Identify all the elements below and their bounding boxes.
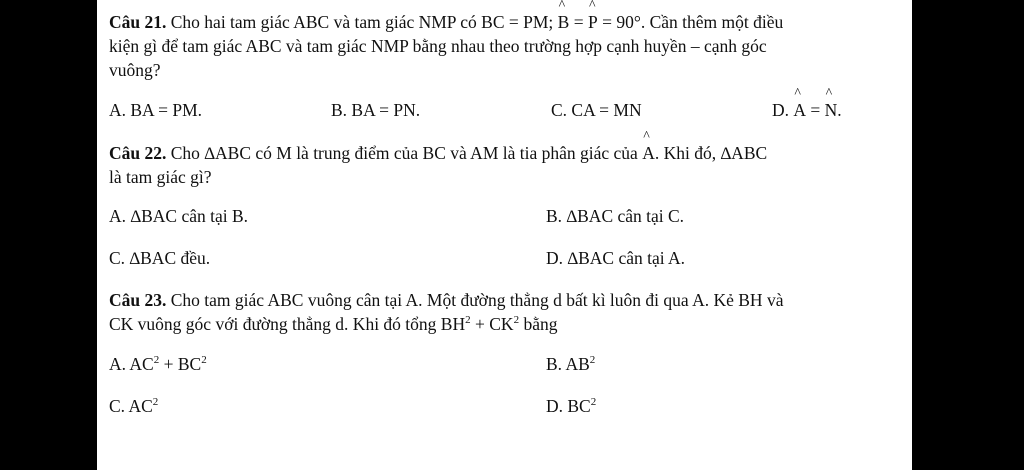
q23-option-b-text: B. AB — [546, 354, 590, 374]
q21-options — [109, 98, 904, 122]
q21-option-d-suffix: . — [837, 100, 842, 120]
q21-option-d — [772, 98, 842, 122]
q23-option-a-1: A. AC — [109, 354, 154, 374]
q22-option-a: A. ∆BAC cân tại B. — [109, 206, 249, 226]
q23-options-row1 — [109, 352, 904, 376]
q23-option-a-2: + BC — [159, 354, 202, 374]
q22-options-row2 — [109, 246, 904, 270]
q21-line3: vuông? — [109, 60, 161, 80]
angle-p: ^ P — [588, 10, 598, 34]
q23-option-a — [109, 352, 207, 376]
q22-option-c: C. ∆BAC đều. — [109, 248, 211, 268]
q21-option-d-prefix: D. — [772, 100, 794, 120]
q22-line2: là tam giác gì? — [109, 167, 212, 187]
q21-option-d-eq: = — [806, 100, 825, 120]
question-23 — [109, 288, 904, 336]
q21-text-end: = 90°. Cần thêm một điều — [597, 12, 784, 32]
angle-n: ^ N — [825, 98, 838, 122]
q22-option-b: B. ∆BAC cân tại C. — [546, 206, 685, 226]
q23-option-d — [546, 394, 596, 418]
q21-option-c: C. CA = MN — [551, 100, 642, 120]
question-21 — [109, 10, 904, 82]
q22-label: Câu 22. — [109, 143, 167, 163]
question-list — [109, 10, 904, 418]
q23-options-row2 — [109, 394, 904, 418]
q23-option-b-exp: 2 — [589, 354, 596, 367]
q21-option-a: A. BA = PM. — [109, 100, 203, 120]
q23-option-b — [546, 352, 595, 376]
q23-line2a: CK vuông góc với đường thẳng d. Khi đó tổng BH — [109, 314, 466, 334]
q21-text: Cho hai tam giác ABC và tam giác NMP có BC = PM; — [170, 12, 558, 32]
question-22 — [109, 141, 904, 189]
q23-option-a-exp1: 2 — [153, 354, 160, 367]
q23-option-a-exp2: 2 — [201, 354, 207, 367]
q21-option-b: B. BA = PN. — [331, 100, 421, 120]
q23-option-d-text: D. BC — [546, 396, 591, 416]
angle-a: ^ A — [793, 98, 806, 122]
q23-exp-2: 2 — [513, 314, 520, 327]
q23-line2c: bằng — [519, 314, 558, 334]
q21-eq: = — [569, 12, 588, 32]
q23-line2b: + CK — [470, 314, 514, 334]
q23-label: Câu 23. — [109, 290, 167, 310]
q22-text-end: . Khi đó, ∆ABC — [654, 143, 768, 163]
q23-option-c-text: C. AC — [109, 396, 153, 416]
q21-line2: kiện gì để tam giác ABC và tam giác NMP bằng nhau theo trường hợp cạnh huyền – cạnh góc — [109, 36, 767, 56]
q23-line1: Cho tam giác ABC vuông cân tại A. Một đường thẳng d bất kì luôn đi qua A. Kẻ BH và — [170, 290, 784, 310]
q21-label: Câu 21. — [109, 12, 167, 32]
q23-option-c-exp: 2 — [152, 396, 159, 409]
q22-text: Cho ∆ABC có M là trung điểm của BC và AM là tia phân giác của — [170, 143, 643, 163]
q22-options-row1 — [109, 204, 904, 228]
q23-option-d-exp: 2 — [590, 396, 597, 409]
q23-option-c — [109, 394, 158, 418]
angle-a-q22: ^ A — [642, 141, 655, 165]
q22-option-d: D. ∆BAC cân tại A. — [546, 248, 686, 268]
q23-exp-1: 2 — [465, 314, 471, 327]
document-page — [97, 0, 912, 470]
angle-b: ^ B — [558, 10, 570, 34]
